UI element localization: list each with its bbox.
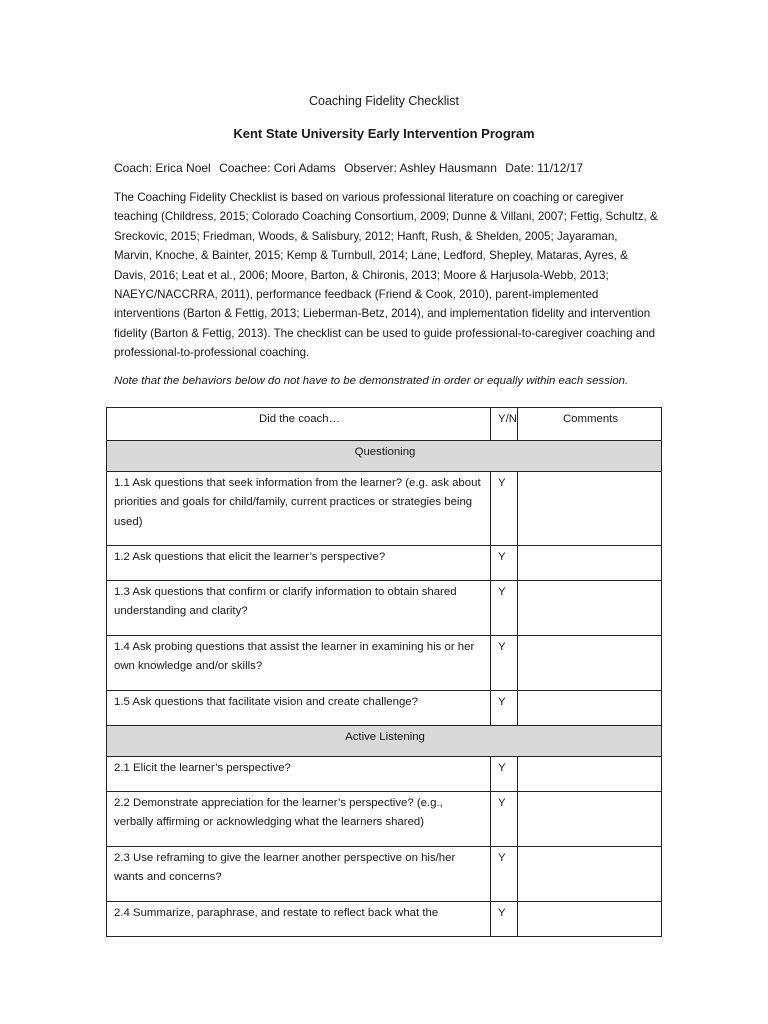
comments-cell[interactable] bbox=[518, 472, 662, 546]
table-row bbox=[107, 757, 662, 792]
yn-cell[interactable]: Y bbox=[491, 847, 518, 902]
comments-cell[interactable] bbox=[518, 691, 662, 726]
header-item: Did the coach… bbox=[107, 408, 491, 441]
item-text: 1.2 Ask questions that elicit the learner’s perspective? bbox=[107, 546, 491, 581]
section-row bbox=[107, 726, 662, 757]
table-row bbox=[107, 581, 662, 636]
yn-cell[interactable]: Y bbox=[491, 636, 518, 691]
section-title: Questioning bbox=[107, 441, 662, 472]
item-text: 1.1 Ask questions that seek information from the learner? (e.g. ask about priorities and goals for child/family, current practices or strategies being used) bbox=[107, 472, 491, 546]
table-row bbox=[107, 636, 662, 691]
yn-cell[interactable]: Y bbox=[491, 472, 518, 546]
yn-cell[interactable]: Y bbox=[491, 902, 518, 937]
table-row bbox=[107, 847, 662, 902]
table-row bbox=[107, 472, 662, 546]
yn-cell[interactable]: Y bbox=[491, 691, 518, 726]
item-text: 2.3 Use reframing to give the learner another perspective on his/her wants and concerns? bbox=[107, 847, 491, 902]
comments-cell[interactable] bbox=[518, 757, 662, 792]
coachee-field: Coachee: Cori Adams bbox=[219, 161, 336, 175]
session-info bbox=[114, 161, 588, 175]
comments-cell[interactable] bbox=[518, 847, 662, 902]
yn-cell[interactable]: Y bbox=[491, 792, 518, 847]
date-field: Date: 11/12/17 bbox=[505, 161, 584, 175]
section-row bbox=[107, 441, 662, 472]
yn-cell[interactable]: Y bbox=[491, 581, 518, 636]
comments-cell[interactable] bbox=[518, 581, 662, 636]
item-text: 2.4 Summarize, paraphrase, and restate to reflect back what the bbox=[107, 902, 491, 937]
comments-cell[interactable] bbox=[518, 902, 662, 937]
comments-cell[interactable] bbox=[518, 792, 662, 847]
table-row bbox=[107, 691, 662, 726]
yn-cell[interactable]: Y bbox=[491, 757, 518, 792]
yn-cell[interactable]: Y bbox=[491, 546, 518, 581]
document-title: Coaching Fidelity Checklist bbox=[308, 94, 460, 108]
comments-cell[interactable] bbox=[518, 636, 662, 691]
fidelity-checklist-table bbox=[106, 407, 662, 937]
observer-field: Observer: Ashley Hausmann bbox=[344, 161, 497, 175]
item-text: 1.3 Ask questions that confirm or clarify information to obtain shared understanding and clarity? bbox=[107, 581, 491, 636]
table-row bbox=[107, 792, 662, 847]
item-text: 1.4 Ask probing questions that assist the learner in examining his or her own knowledge and/or skills? bbox=[107, 636, 491, 691]
item-text: 2.1 Elicit the learner’s perspective? bbox=[107, 757, 491, 792]
table-header-row bbox=[107, 408, 662, 441]
comments-cell[interactable] bbox=[518, 546, 662, 581]
section-title: Active Listening bbox=[107, 726, 662, 757]
header-yn: Y/N bbox=[491, 408, 518, 441]
header-comments: Comments bbox=[518, 408, 662, 441]
program-title: Kent State University Early Intervention Program bbox=[233, 126, 535, 141]
intro-paragraph: The Coaching Fidelity Checklist is based on various professional literature on coaching or caregiver teaching (Childress, 2015; Colorado Coaching Consortium, 2009; Dunne & Villani, 2007; Fettig, Schultz, & Sreckovic, 2015; Friedman, Woods, & Salisbury, 2012; Hanft, Rush, & Shelden, 2005; Jayaraman, Marvin, Knoche, & Bainter, 2015; Kemp & Turnbull, 2014; Lane, Ledford, Shepley, Mataras, Ayres, & Davis, 2016; Leat et al., 2006; Moore, Barton, & Chironis, 2013; Moore & Harjusola-Webb, 2013; NAEYC/NACCRRA, 2011), performance feedback (Friend & Cook, 2010), parent-implemented interventions (Barton & Fettig, 2013; Lieberman-Betz, 2014), and implementation fidelity and intervention fidelity (Barton & Fettig, 2013). The checklist can be used to guide professional-to-caregiver coaching and professional-to-professional coaching. bbox=[114, 191, 658, 360]
note-text: Note that the behaviors below do not have to be demonstrated in order or equally within each session. bbox=[114, 375, 629, 387]
table-row bbox=[107, 902, 662, 937]
coach-field: Coach: Erica Noel bbox=[114, 161, 211, 175]
table-row bbox=[107, 546, 662, 581]
item-text: 1.5 Ask questions that facilitate vision and create challenge? bbox=[107, 691, 491, 726]
item-text: 2.2 Demonstrate appreciation for the learner’s perspective? (e.g., verbally affirming or acknowledging what the learners shared) bbox=[107, 792, 491, 847]
